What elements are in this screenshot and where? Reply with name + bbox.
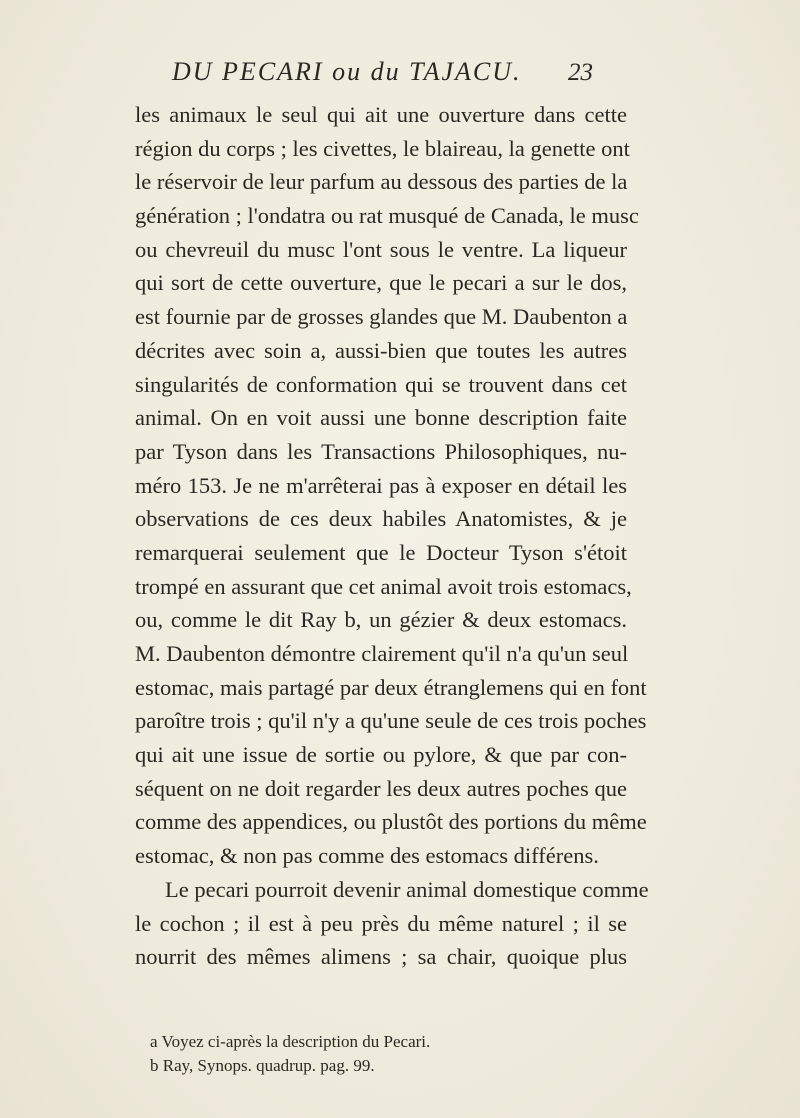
body-text [135,98,649,974]
footnote: a Voyez ci-après la description du Pecari. [150,1032,431,1051]
text-line: méro 153. Je ne m'arrêterai pas à exposer en détail les [135,472,627,498]
text-line: M. Daubenton démontre clairement qu'il n'a qu'un seul [135,641,629,666]
text-line: le cochon ; il est à peu près du même naturel ; il se [135,910,627,936]
text-line: décrites avec soin a, aussi-bien que toutes les autres [135,337,627,363]
text-line: qui sort de cette ouverture, que le pecari a sur le dos, [135,270,627,296]
text-line: est fournie par de grosses glandes que M. Daubenton a [135,304,628,330]
text-line: ou chevreuil du musc l'ont sous le ventre. La liqueur [135,236,627,262]
footnotes [150,1030,627,1078]
text-line: génération ; l'ondatra ou rat musqué de Canada, le musc [135,203,639,229]
text-line: comme des appendices, ou plustôt des portions du même [135,809,647,835]
page-number: 23 [568,59,593,86]
text-line: estomac, mais partagé par deux étranglemens qui en font [135,674,647,700]
footnote: b Ray, Synops. quadrup. pag. 99. [150,1056,375,1075]
text-line: animal. On en voit aussi une bonne description faite [135,405,627,431]
text-line: paroître trois ; qu'il n'y a qu'une seule de ces trois poches [135,708,647,734]
text-line: les animaux le seul qui ait une ouverture dans cette [135,102,627,127]
text-line: région du corps ; les civettes, le blaireau, la genette ont [135,135,630,161]
text-line: remarquerai seulement que le Docteur Tyson s'étoit [135,539,627,565]
text-line: ou, comme le dit Ray b, un gézier & deux estomacs. [135,607,627,633]
text-line: estomac, & non pas comme des estomacs différens. [135,843,599,869]
text-line: séquent on ne doit regarder les deux autres poches que [135,775,627,801]
text-line: par Tyson dans les Transactions Philosophiques, nu- [135,438,627,464]
text-line: le réservoir de leur parfum au dessous des parties de la [135,169,628,195]
running-head [0,55,800,95]
text-line: singularités de conformation qui se trouvent dans cet [135,371,627,397]
text-line: observations de ces deux habiles Anatomistes, & je [135,506,627,532]
paragraph-start-line: Le pecari pourroit devenir animal domestique comme [165,876,649,902]
text-line: trompé en assurant que cet animal avoit trois estomacs, [135,573,632,599]
text-line: nourrit des mêmes alimens ; sa chair, quoique plus [135,944,627,970]
running-head-title: DU PECARI ou du TAJACU. [172,57,522,86]
text-line: qui ait une issue de sortie ou pylore, & que par con- [135,742,627,768]
